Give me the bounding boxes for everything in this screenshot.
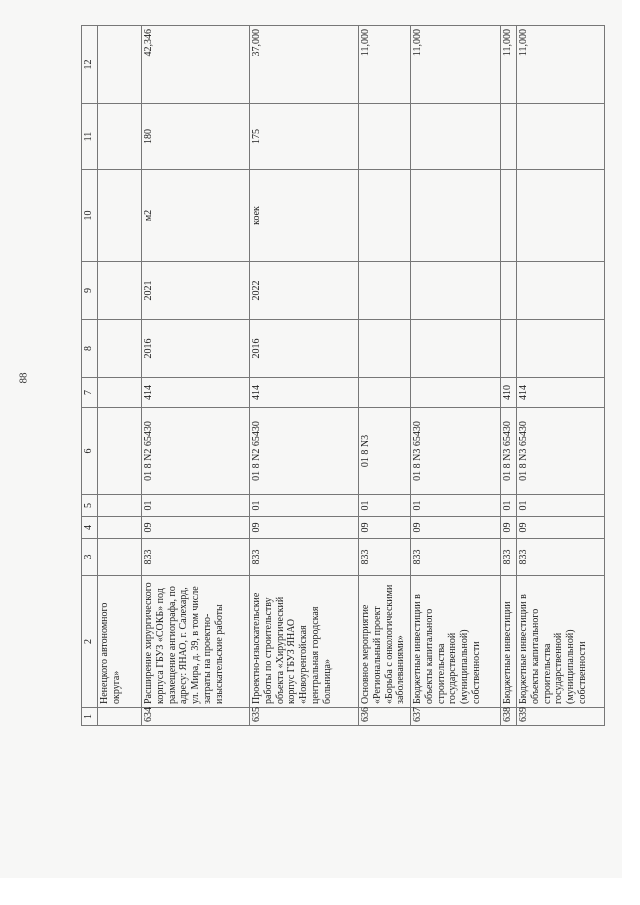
cell-c12: 37,000 — [250, 26, 359, 104]
table-row — [517, 26, 605, 726]
cell-c9 — [501, 262, 517, 320]
cell-c4: 09 — [517, 517, 605, 539]
cell-c6: 01 8 N3 — [359, 408, 411, 495]
header-cell: 6 — [82, 408, 98, 495]
row-number: 638 — [501, 708, 517, 726]
table-row — [411, 26, 501, 726]
cell-c10 — [359, 170, 411, 262]
header-cell: 8 — [82, 320, 98, 378]
cell-c4: 09 — [411, 517, 501, 539]
cell-c3: 833 — [411, 539, 501, 576]
page-number: 88 — [17, 372, 30, 384]
row-name: Бюджетные инвестиции в объекты капитального строительства государственной (муниципальной) собственности — [517, 576, 605, 708]
cell-c12: 42,346 — [142, 26, 250, 104]
row-name: Основное мероприятие «Региональный проект «Борьба с онкологическими заболеваниями» — [359, 576, 411, 708]
header-cell: 3 — [82, 539, 98, 576]
cell-c11 — [517, 104, 605, 170]
cell-c5: 01 — [142, 495, 250, 517]
cell-c7: 410 — [501, 378, 517, 408]
cell-c3: 833 — [501, 539, 517, 576]
table-row — [142, 26, 250, 726]
header-cell: 10 — [82, 170, 98, 262]
cell-c6: 01 8 N3 65430 — [411, 408, 501, 495]
cell-c6: 01 8 N3 65430 — [517, 408, 605, 495]
header-cell: 4 — [82, 517, 98, 539]
cell-c6: 01 8 N3 65430 — [501, 408, 517, 495]
header-cell: 12 — [82, 26, 98, 104]
cell-c6: 01 8 N2 65430 — [142, 408, 250, 495]
cell-c9 — [411, 262, 501, 320]
cell-c8 — [359, 320, 411, 378]
cell-c7 — [411, 378, 501, 408]
cell-c11: 180 — [142, 104, 250, 170]
cell-c9 — [517, 262, 605, 320]
cell-c10: м2 — [142, 170, 250, 262]
cell-c5: 01 — [359, 495, 411, 517]
row-number: 637 — [411, 708, 501, 726]
cell-c7: 414 — [142, 378, 250, 408]
cell-c5: 01 — [411, 495, 501, 517]
cell-c11 — [411, 104, 501, 170]
cell-c12: 11,000 — [501, 26, 517, 104]
header-cell: 11 — [82, 104, 98, 170]
cell-c4: 09 — [142, 517, 250, 539]
cell-c12: 11,000 — [517, 26, 605, 104]
cell-c11 — [359, 104, 411, 170]
cell-c9: 2022 — [250, 262, 359, 320]
table-row — [359, 26, 411, 726]
row-number: 635 — [250, 708, 359, 726]
cell-c9 — [359, 262, 411, 320]
table-row — [501, 26, 517, 726]
cell-c10: коек — [250, 170, 359, 262]
cell-c8 — [411, 320, 501, 378]
row-number: 634 — [142, 708, 250, 726]
cell-c8: 2016 — [250, 320, 359, 378]
cell-c3: 833 — [359, 539, 411, 576]
header-cell: 9 — [82, 262, 98, 320]
cell-c3: 833 — [250, 539, 359, 576]
row-number: 639 — [517, 708, 605, 726]
header-row — [82, 26, 98, 726]
cell-c3: 833 — [142, 539, 250, 576]
row-name: Бюджетные инвестиции в объекты капитального строительства государственной (муниципальной) собственности — [411, 576, 501, 708]
cell-c7: 414 — [250, 378, 359, 408]
row-name: Расширение хирургического корпуса ГБУЗ «СОКБ» под размещение ангиографа, по адресу: ЯНАО, г. Салехард, ул. Мира, д. 39, в том числе затраты на проектно-изыскательские работы — [142, 576, 250, 708]
cell-c11 — [501, 104, 517, 170]
row-name: Бюджетные инвестиции — [501, 576, 517, 708]
cell-c12: 11,000 — [359, 26, 411, 104]
cell-c8 — [501, 320, 517, 378]
cell-c6: 01 8 N2 65430 — [250, 408, 359, 495]
header-cell: 2 — [82, 576, 98, 708]
cell-c7 — [359, 378, 411, 408]
table-row — [98, 26, 142, 726]
cell-c5: 01 — [501, 495, 517, 517]
cell-c8: 2016 — [142, 320, 250, 378]
cell-c7: 414 — [517, 378, 605, 408]
cell-c5: 01 — [517, 495, 605, 517]
cell-c12: 11,000 — [411, 26, 501, 104]
continuation-text: Ненецкого автономного округа» — [98, 576, 142, 708]
budget-table — [81, 25, 605, 726]
header-cell: 7 — [82, 378, 98, 408]
cell-c10 — [501, 170, 517, 262]
cell-c11: 175 — [250, 104, 359, 170]
cell-c4: 09 — [250, 517, 359, 539]
cell-c10 — [411, 170, 501, 262]
cell-c10 — [517, 170, 605, 262]
cell-c5: 01 — [250, 495, 359, 517]
cell-c3: 833 — [517, 539, 605, 576]
cell-c8 — [517, 320, 605, 378]
row-number: 636 — [359, 708, 411, 726]
cell-c4: 09 — [501, 517, 517, 539]
table-row — [250, 26, 359, 726]
cell-c9: 2021 — [142, 262, 250, 320]
header-cell: 5 — [82, 495, 98, 517]
cell-c4: 09 — [359, 517, 411, 539]
rotated-table-container — [81, 26, 601, 726]
header-cell: 1 — [82, 708, 98, 726]
row-name: Проектно-изыскательские работы по строительству объекта «Хирургический корпус ГБУЗ ЯНАО «Новоуренгойская центральная городская больница» — [250, 576, 359, 708]
